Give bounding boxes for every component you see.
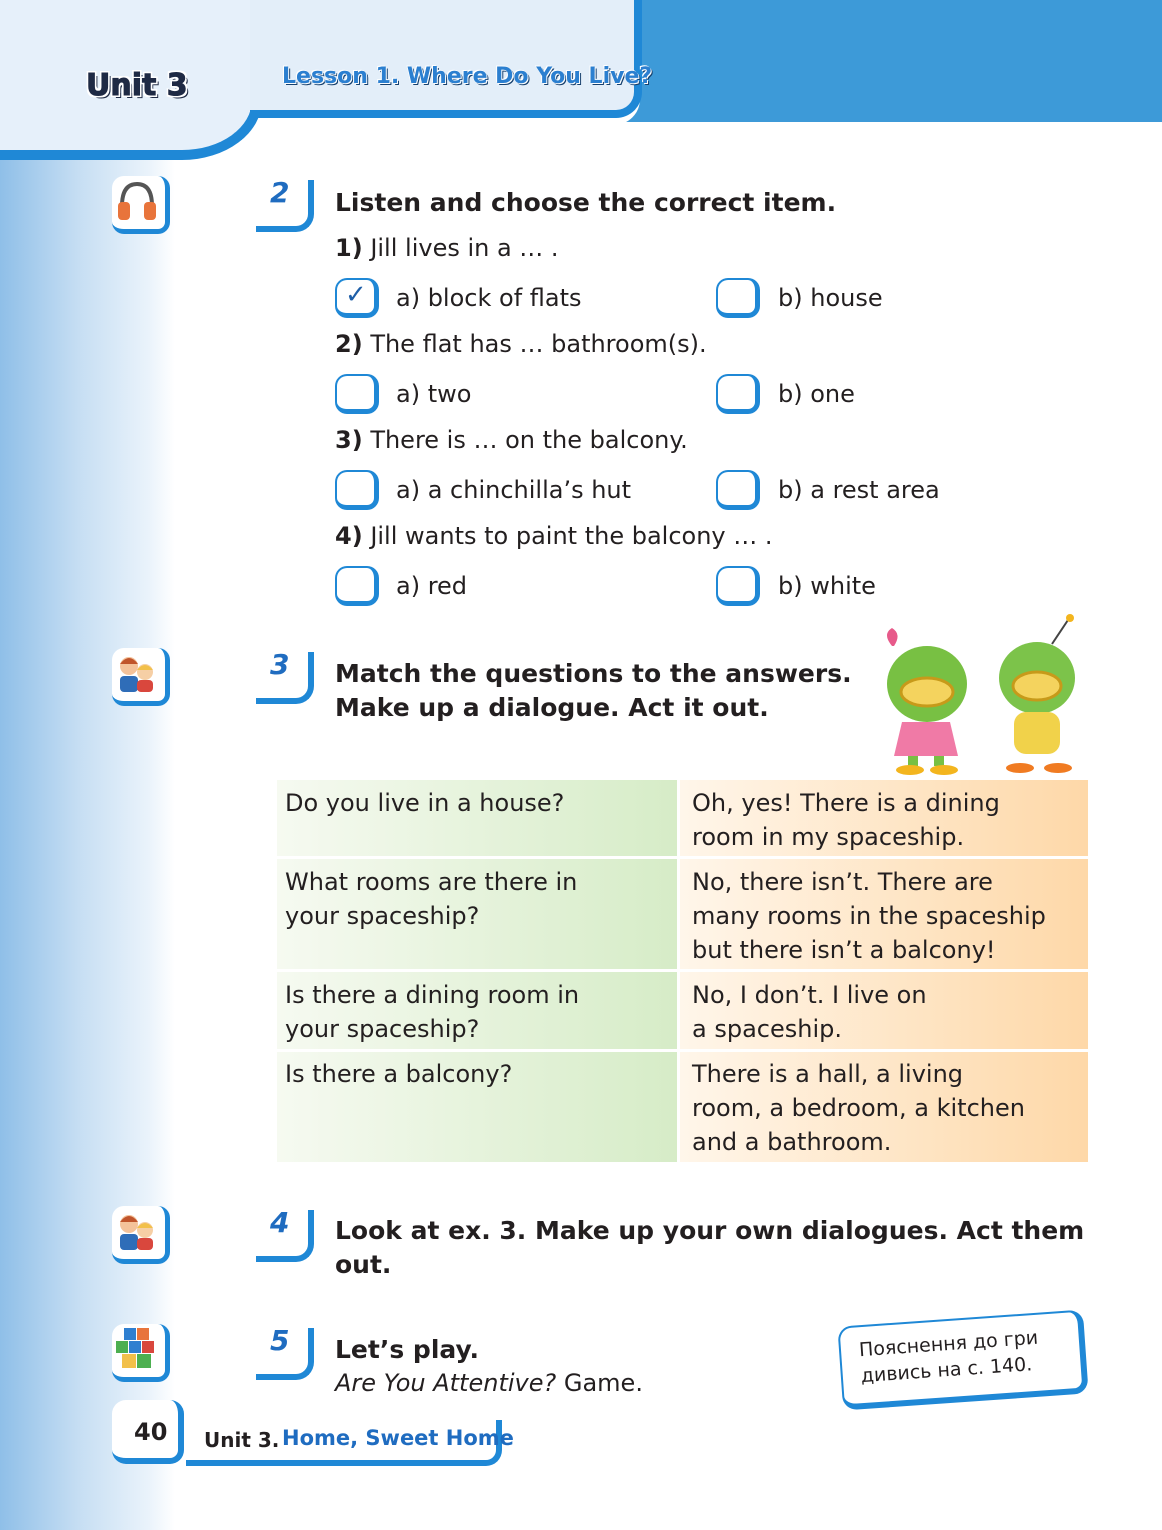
game-blocks-icon xyxy=(112,1324,170,1382)
ex3-instruction-line2: Make up a dialogue. Act it out. xyxy=(335,693,769,722)
answer-cell-1: Oh, yes! There is a dining room in my spaceship. xyxy=(692,789,1000,851)
answer-checkbox-1b[interactable] xyxy=(716,278,760,318)
option-4b: b) white xyxy=(778,572,876,600)
exercise-number-badge: 2 xyxy=(256,180,314,232)
table-row-divider xyxy=(277,969,1088,972)
unit-label: Unit 3 xyxy=(86,68,188,103)
option-2b: b) one xyxy=(778,380,855,408)
option-3a: a) a chinchilla’s hut xyxy=(396,476,632,504)
answer-cell-4: There is a hall, a living room, a bedroom, a kitchen and a bathroom. xyxy=(692,1060,1025,1156)
game-note-box xyxy=(837,1310,1088,1411)
question-cell-2: What rooms are there in your spaceship? xyxy=(285,868,578,930)
ex2-question-4: 4) Jill wants to paint the balcony … . xyxy=(335,522,773,550)
ex2-instruction: Listen and choose the correct item. xyxy=(335,188,837,217)
answer-checkbox-4b[interactable] xyxy=(716,566,760,606)
ex5-instruction: Let’s play. xyxy=(335,1335,479,1364)
note-line-1: Пояснення до гри xyxy=(858,1326,1039,1362)
table-row-divider xyxy=(277,856,1088,859)
answer-checkbox-2a[interactable] xyxy=(335,374,379,414)
pair-work-icon xyxy=(112,1206,170,1264)
option-1b: b) house xyxy=(778,284,883,312)
option-1a: a) block of flats xyxy=(396,284,582,312)
answer-checkbox-4a[interactable] xyxy=(335,566,379,606)
footer-title: Home, Sweet Home xyxy=(282,1426,514,1450)
answer-cell-3: No, I don’t. I live on a spaceship. xyxy=(692,981,927,1043)
alien-characters-illustration xyxy=(872,612,1090,776)
ex2-question-3: 3) There is … on the balcony. xyxy=(335,426,688,454)
pair-work-icon xyxy=(112,648,170,706)
footer-unit: Unit 3. xyxy=(204,1428,280,1452)
ex2-question-2: 2) The flat has … bathroom(s). xyxy=(335,330,707,358)
option-2a: a) two xyxy=(396,380,472,408)
answer-checkbox-3b[interactable] xyxy=(716,470,760,510)
exercise-number-badge: 5 xyxy=(256,1328,314,1380)
note-line-2: дивись на с. 140. xyxy=(860,1353,1033,1388)
question-cell-1: Do you live in a house? xyxy=(285,789,565,817)
ex3-instruction-line1: Match the questions to the answers. xyxy=(335,659,852,688)
option-4a: a) red xyxy=(396,572,468,600)
table-row-divider xyxy=(277,1049,1088,1052)
lesson-title: Lesson 1. Where Do You Live? xyxy=(282,64,653,89)
option-3b: b) a rest area xyxy=(778,476,940,504)
headphones-icon xyxy=(112,176,170,234)
ex5-game-line: Are You Attentive? Game. xyxy=(335,1369,643,1397)
page-number: 40 xyxy=(134,1418,168,1446)
answer-checkbox-2b[interactable] xyxy=(716,374,760,414)
exercise-number-badge: 3 xyxy=(256,652,314,704)
answer-checkbox-1a[interactable] xyxy=(335,278,379,318)
question-cell-4: Is there a balcony? xyxy=(285,1060,513,1088)
check-mark-icon: ✓ xyxy=(345,280,367,310)
ex4-instruction-line2: out. xyxy=(335,1250,392,1279)
lesson-tab xyxy=(250,0,642,118)
ex2-question-1: 1) Jill lives in a … . xyxy=(335,234,559,262)
exercise-number-badge: 4 xyxy=(256,1210,314,1262)
ex4-instruction-line1: Look at ex. 3. Make up your own dialogues. Act them xyxy=(335,1216,1085,1245)
answer-checkbox-3a[interactable] xyxy=(335,470,379,510)
question-cell-3: Is there a dining room in your spaceship? xyxy=(285,981,580,1043)
answer-cell-2: No, there isn’t. There are many rooms in the spaceship but there isn’t a balcony! xyxy=(692,868,1046,964)
